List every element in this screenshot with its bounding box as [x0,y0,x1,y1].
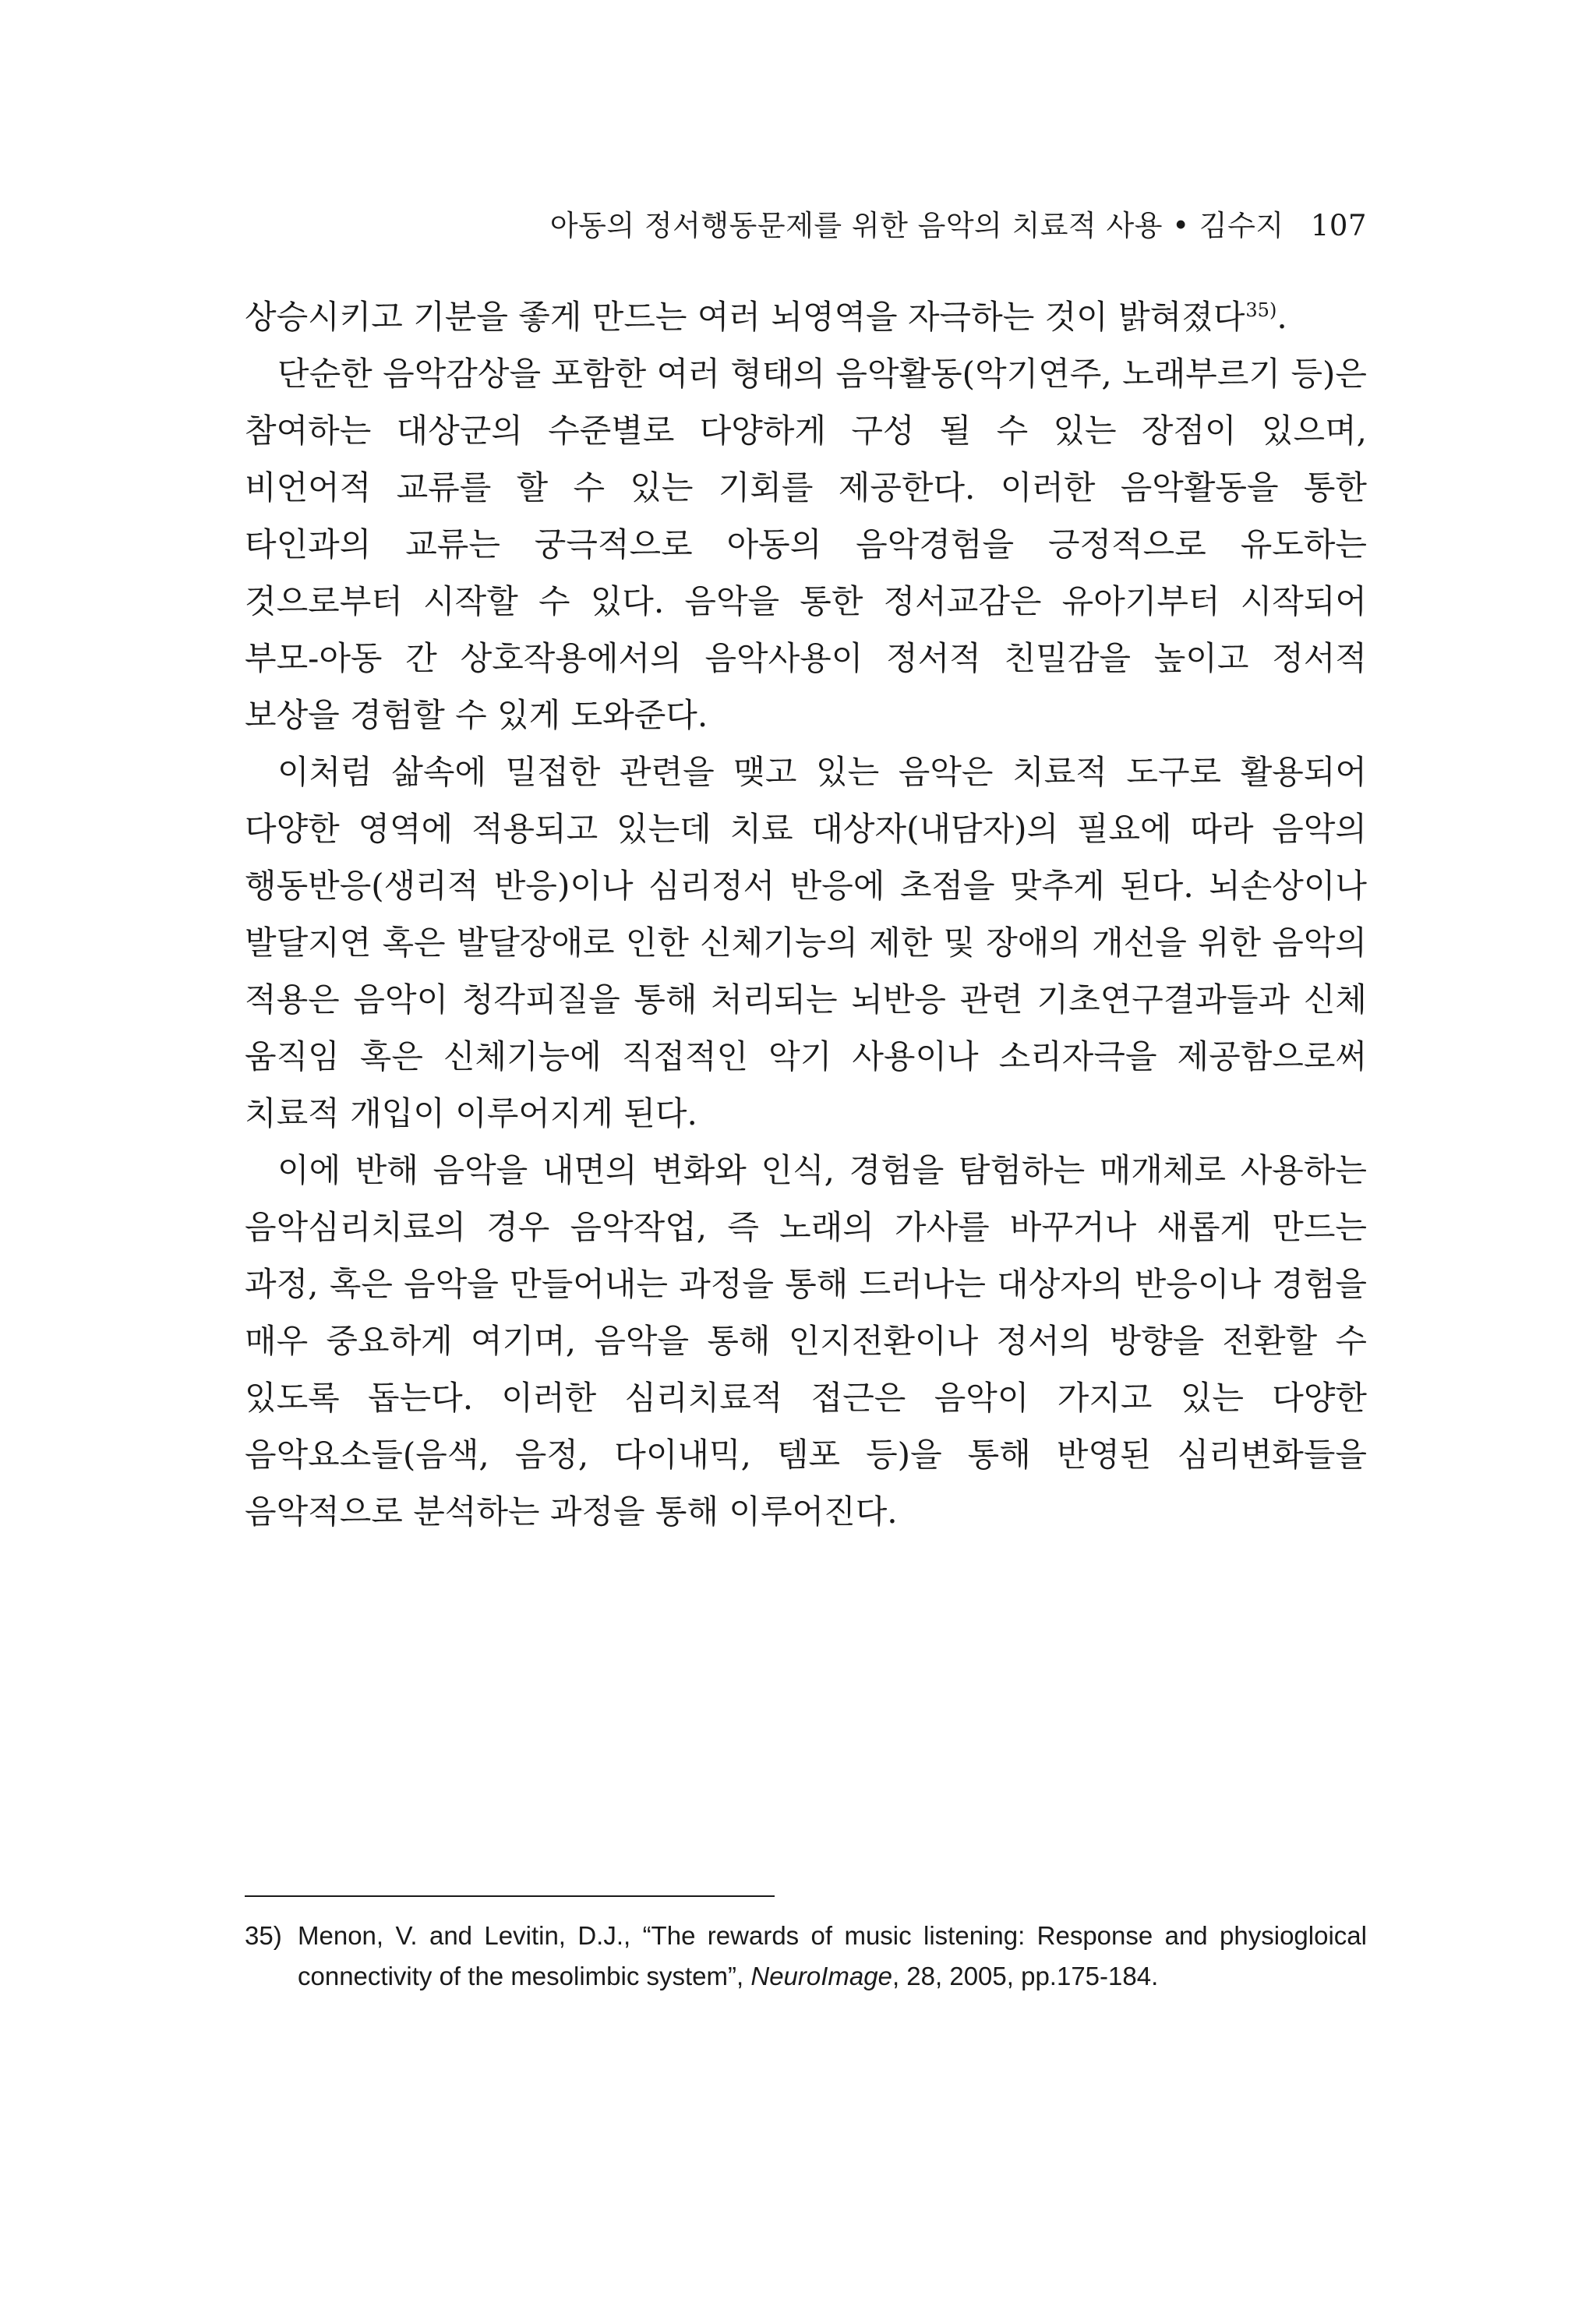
footnote-journal: NeuroImage [750,1962,892,1990]
paragraph-2: 단순한 음악감상을 포함한 여러 형태의 음악활동(악기연주, 노래부르기 등)은 참여하는 대상군의 수준별로 다양하게 구성 될 수 있는 장점이 있으며, 비언어적 교류를 할 수 있는 기회를 제공한다. 이러한 음악활동을 통한 타인과의 교류는 궁극적으로 아동의 음악경험을 긍정적으로 유도하는 것으로부터 시작할 수 있다. 음악을 통한 정서교감은 유아기부터 시작되어 부모-아동 간 상호작용에서의 음악사용이 정서적 친밀감을 높이고 정서적 보상을 경험할 수 있게 도와준다. [245,355,1367,734]
footnote-body [298,1916,1367,1997]
paragraph-4: 이에 반해 음악을 내면의 변화와 인식, 경험을 탐험하는 매개체로 사용하는 음악심리치료의 경우 음악작업, 즉 노래의 가사를 바꾸거나 새롭게 만드는 과정, 혹은 음악을 만들어내는 과정을 통해 드러나는 대상자의 반응이나 경험을 매우 중요하게 여기며, 음악을 통해 인지전환이나 정서의 방향을 전환할 수 있도록 돕는다. 이러한 심리치료적 접근은 음악이 가지고 있는 다양한 음악요소들(음색, 음정, 다이내믹, 템포 등)을 통해 반영된 심리변화들을 음악적으로 분석하는 과정을 통해 이루어진다. [245,1151,1367,1531]
body-text [245,288,1367,1540]
footnote-reference[interactable]: 35) [1245,299,1277,321]
running-header [245,204,1367,248]
footnote-entry [245,1916,1367,1997]
running-title: 아동의 정서행동문제를 위한 음악의 치료적 사용 • 김수지 [549,209,1284,242]
footnote-divider [245,1895,775,1897]
footnote-number: 35) [245,1921,282,1950]
footnote [245,1916,1367,1997]
paragraph-1-text: 상승시키고 기분을 좋게 만드는 여러 뇌영역을 자극하는 것이 밝혀졌다 [245,298,1245,336]
paragraph-3: 이처럼 삶속에 밀접한 관련을 맺고 있는 음악은 치료적 도구로 활용되어 다양한 영역에 적용되고 있는데 치료 대상자(내담자)의 필요에 따라 음악의 행동반응(생리적 반응)이나 심리정서 반응에 초점을 맞추게 된다. 뇌손상이나 발달지연 혹은 발달장애로 인한 신체기능의 제한 및 장애의 개선을 위한 음악의 적용은 음악이 청각피질을 통해 처리되는 뇌반응 관련 기초연구결과들과 신체 움직임 혹은 신체기능에 직접적인 악기 사용이나 소리자극을 제공함으로써 치료적 개입이 이루어지게 된다. [245,753,1367,1132]
page-number: 107 [1310,209,1367,242]
paragraph-1-tail: . [1276,298,1287,336]
footnote-text-before: Menon, V. and Levitin, D.J., “The rewards of music listening: Response and physiogloical connectivity of the mesolimbic system”, [298,1921,1367,1990]
paragraph-1 [245,288,1367,345]
footnote-text-after: , 28, 2005, pp.175-184. [892,1962,1159,1990]
